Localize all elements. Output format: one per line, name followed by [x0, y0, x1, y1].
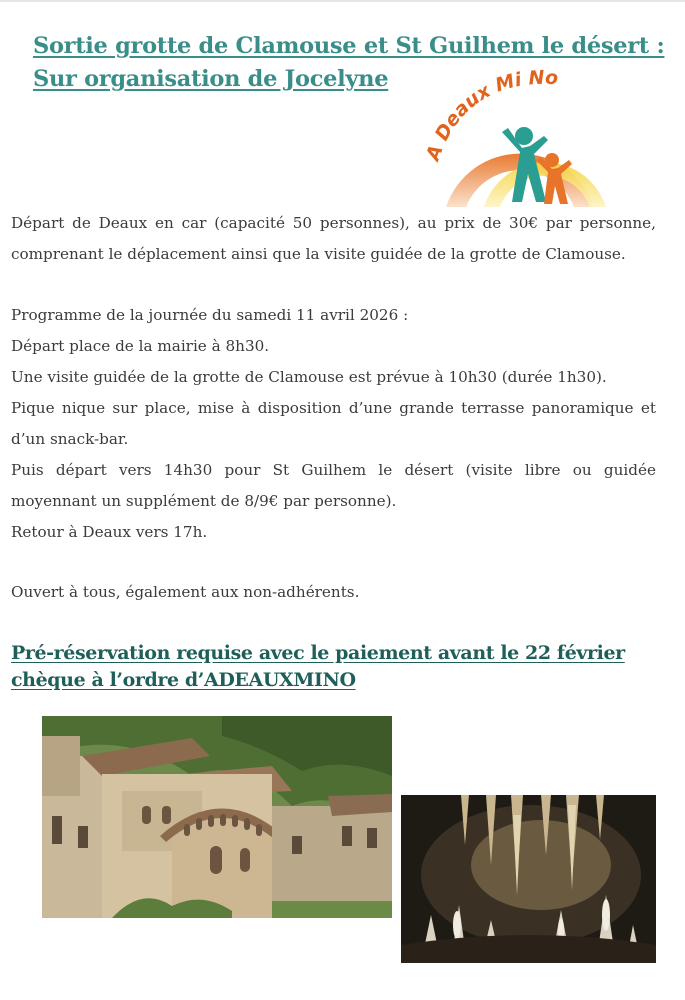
reservation-line-1: Pré-réservation requise avec le paiement avant le 22 février [11, 642, 625, 664]
svg-text:A Deaux Mi No [424, 67, 558, 166]
intro-paragraph: Départ de Deaux en car (capacité 50 personnes), au prix de 30€ par personne, comprenant le déplacement ainsi que la visite guidée de la grotte de Clamouse. [11, 214, 656, 263]
programme-item: Puis départ vers 14h30 pour St Guilhem le désert (visite libre ou guidée moyennant un supplément de 8/9€ par personne). [11, 461, 656, 510]
logo-graphic [424, 62, 610, 212]
programme-item: Pique nique sur place, mise à disposition d’une grande terrasse panoramique et d’un snack-bar. [11, 399, 656, 448]
programme-item: Départ place de la mairie à 8h30. [11, 337, 270, 355]
programme-item: Retour à Deaux vers 17h. [11, 523, 208, 541]
reservation-line-2: chèque à l’ordre d’ADEAUXMINO [11, 669, 356, 691]
abbey-illustration [42, 716, 392, 918]
open-to-all-note: Ouvert à tous, également aux non-adhérents. [11, 583, 360, 601]
abbey-photo [42, 716, 392, 918]
programme-section [11, 300, 656, 548]
association-logo [424, 62, 610, 212]
cave-illustration [401, 795, 656, 963]
programme-heading: Programme de la journée du samedi 11 avril 2026 : [11, 306, 409, 324]
top-divider [0, 0, 685, 2]
logo-text: A Deaux Mi No [424, 66, 559, 164]
cave-photo [401, 795, 656, 963]
reservation-notice [11, 640, 671, 694]
title-line-2: Sur organisation de Jocelyne [33, 66, 389, 92]
title-line-1: Sortie grotte de Clamouse et St Guilhem le désert : [33, 33, 665, 59]
programme-item: Une visite guidée de la grotte de Clamouse est prévue à 10h30 (durée 1h30). [11, 368, 607, 386]
